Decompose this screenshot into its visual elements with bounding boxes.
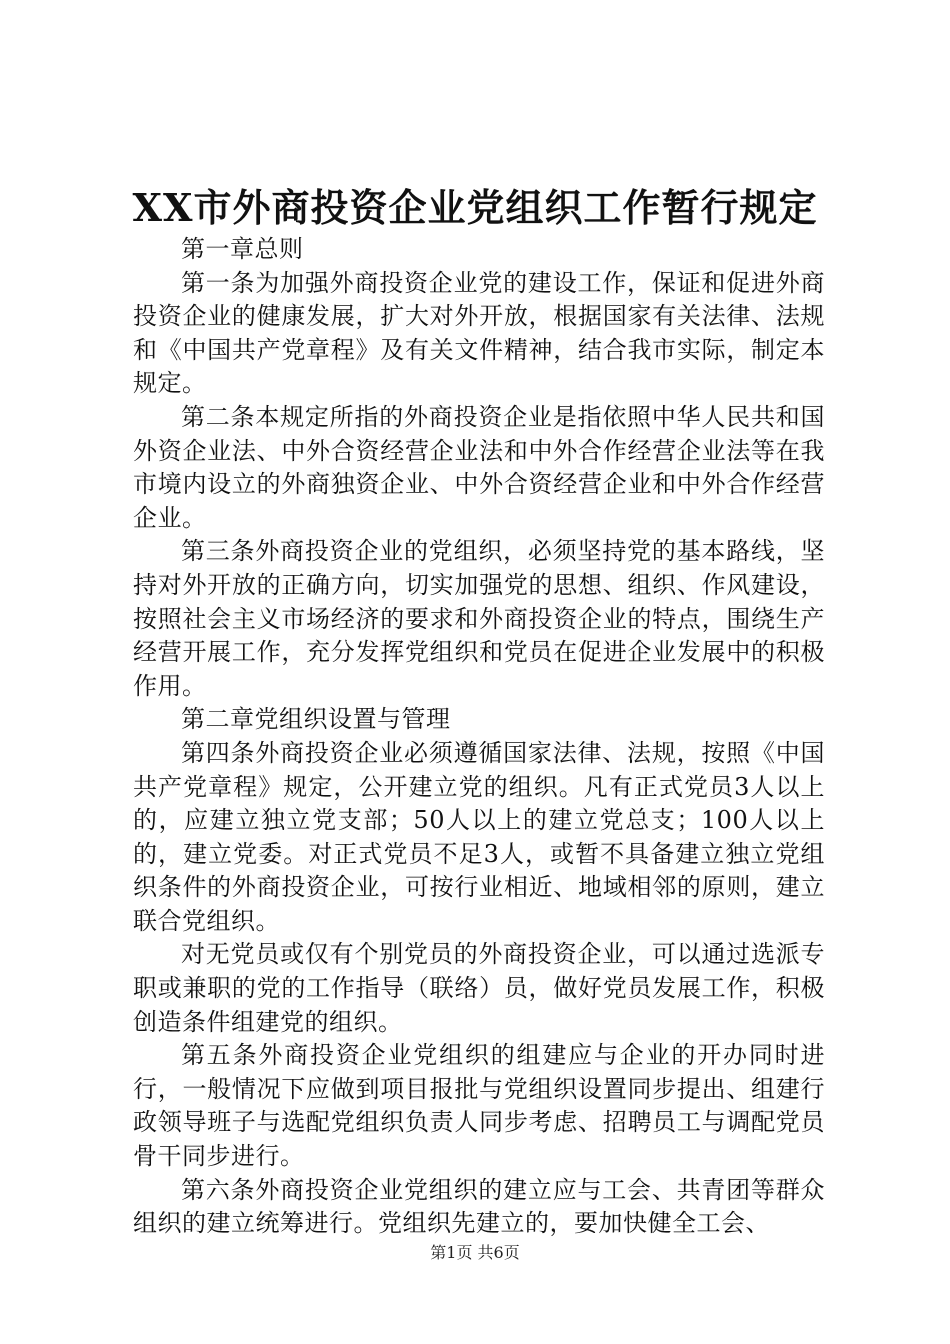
article-paragraph: 第二条本规定所指的外商投资企业是指依照中华人民共和国外资企业法、中外合资经营企业法和中外合作经营企业法等在我市境内设立的外商独资企业、中外合资经营企业和中外合作经营企业。	[133, 402, 825, 532]
document-title: XX市外商投资企业党组织工作暂行规定	[132, 185, 818, 230]
article-paragraph: 第三条外商投资企业的党组织，必须坚持党的基本路线，坚持对外开放的正确方向，切实加强党的思想、组织、作风建设，按照社会主义市场经济的要求和外商投资企业的特点，围绕生产经营开展工作，充分发挥党组织和党员在促进企业发展中的积极作用。	[133, 537, 825, 700]
article-paragraph: 第六条外商投资企业党组织的建立应与工会、共青团等群众组织的建立统筹进行。党组织先建立的，要加快健全工会、	[133, 1175, 825, 1238]
article-paragraph: 第四条外商投资企业必须遵循国家法律、法规，按照《中国共产党章程》规定，公开建立党的组织。凡有正式党员3人以上的，应建立独立党支部；50人以上的建立党总支；100人以上的，建立党委。对正式党员不足3人，或暂不具备建立独立党组织条件的外商投资企业，可按行业相近、地域相邻的原则，建立联合党组织。	[133, 738, 825, 935]
chapter-heading: 第一章总则	[181, 235, 304, 263]
document-body	[133, 233, 825, 1241]
article-paragraph: 第五条外商投资企业党组织的组建应与企业的开办同时进行，一般情况下应做到项目报批与党组织设置同步提出、组建行政领导班子与选配党组织负责人同步考虑、招聘员工与调配党员骨干同步进行。	[133, 1041, 825, 1171]
article-paragraph: 对无党员或仅有个别党员的外商投资企业，可以通过选派专职或兼职的党的工作指导（联络）员，做好党员发展工作，积极创造条件组建党的组织。	[133, 940, 825, 1036]
article-paragraph: 第一条为加强外商投资企业党的建设工作，保证和促进外商投资企业的健康发展，扩大对外开放，根据国家有关法律、法规和《中国共产党章程》及有关文件精神，结合我市实际，制定本规定。	[133, 268, 825, 398]
chapter-heading: 第二章党组织设置与管理	[181, 705, 451, 734]
page-number: 第1页 共6页	[430, 1243, 520, 1262]
